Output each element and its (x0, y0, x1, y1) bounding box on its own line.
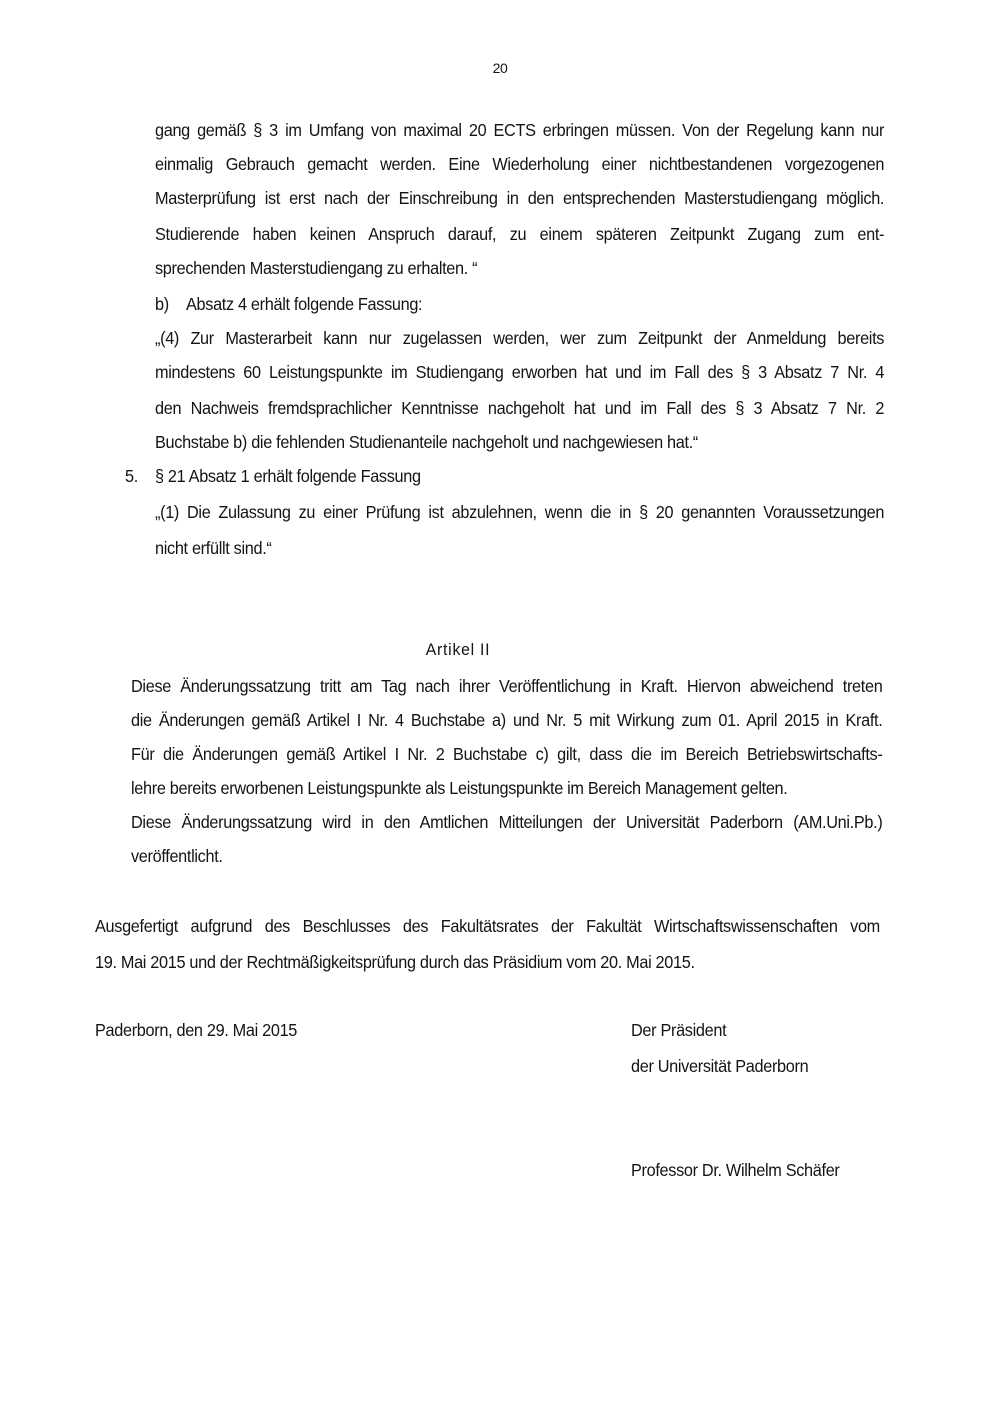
quote-line: den Nachweis fremdsprachlicher Kenntnisse nachgeholt hat und im Fall des § 3 Absatz 7 Nr. 2 (155, 398, 885, 418)
body-line: sprechenden Masterstudiengang zu erhalten. “ (155, 258, 478, 278)
article-heading: Artikel II (425, 640, 491, 659)
signatory-title: Der Präsident (631, 1020, 727, 1040)
body-line: einmalig Gebrauch gemacht werden. Eine Wiederholung einer nichtbestandenen vorgezogenen (155, 154, 885, 174)
quote-line: Buchstabe b) die fehlenden Studienanteile nachgeholt und nachgewiesen hat.“ (155, 432, 698, 452)
place-date: Paderborn, den 29. Mai 2015 (95, 1020, 298, 1040)
execution-line: 19. Mai 2015 und der Rechtmäßigkeitsprüfung durch das Präsidium vom 20. Mai 2015. (95, 952, 695, 972)
article-line: veröffentlicht. (131, 846, 223, 866)
signatory-name: Professor Dr. Wilhelm Schäfer (631, 1160, 840, 1180)
article-line: lehre bereits erworbenen Leistungspunkte als Leistungspunkte im Bereich Management gelten. (131, 778, 788, 798)
execution-line: Ausgefertigt aufgrund des Beschlusses des Fakultätsrates der Fakultät Wirtschaftswissenschaften vom (95, 916, 880, 936)
item-b-label: b) (155, 294, 169, 314)
body-line: gang gemäß § 3 im Umfang von maximal 20 ECTS erbringen müssen. Von der Regelung kann nur (155, 120, 885, 140)
body-line: Studierende haben keinen Anspruch darauf, zu einem späteren Zeitpunkt Zugang zum ent- (155, 224, 885, 244)
body-line: Masterprüfung ist erst nach der Einschreibung in den entsprechenden Masterstudiengang möglich. (155, 188, 885, 208)
quote-line: nicht erfüllt sind.“ (155, 538, 272, 558)
item-5-number: 5. (125, 466, 138, 486)
quote-line: mindestens 60 Leistungspunkte im Studiengang erworben hat und im Fall des § 3 Absatz 7 Nr. 4 (155, 362, 885, 382)
article-line: die Änderungen gemäß Artikel I Nr. 4 Buchstabe a) und Nr. 5 mit Wirkung zum 01. April 2015 in Kraft. (131, 710, 883, 730)
article-line: Diese Änderungssatzung tritt am Tag nach ihrer Veröffentlichung in Kraft. Hiervon abweichend treten (131, 676, 883, 696)
item-b-text: Absatz 4 erhält folgende Fassung: (186, 294, 423, 314)
article-line: Für die Änderungen gemäß Artikel I Nr. 2 Buchstabe c) gilt, dass die im Bereich Betriebswirtschafts- (131, 744, 883, 764)
item-5-text: § 21 Absatz 1 erhält folgende Fassung (155, 466, 421, 486)
article-line: Diese Änderungssatzung wird in den Amtlichen Mitteilungen der Universität Paderborn (AM.Uni.Pb.) (131, 812, 883, 832)
page-number: 20 (492, 60, 508, 76)
quote-line: „(1) Die Zulassung zu einer Prüfung ist abzulehnen, wenn die in § 20 genannten Voraussetzungen (155, 502, 885, 522)
signatory-institution: der Universität Paderborn (631, 1056, 809, 1076)
quote-line: „(4) Zur Masterarbeit kann nur zugelassen werden, wer zum Zeitpunkt der Anmeldung bereits (155, 328, 885, 348)
